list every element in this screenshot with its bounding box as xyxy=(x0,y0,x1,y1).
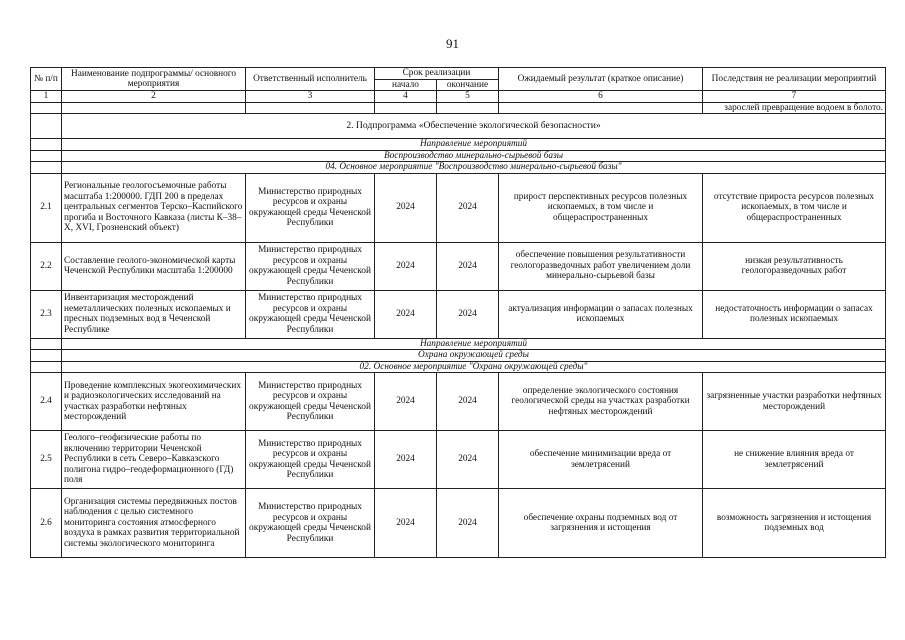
row-name: Организация системы передвижных постов наблюдения с целью системного мониторинга состояния атмосферного воздуха в рамках развития территориальной системы экологического мониторинга xyxy=(62,489,246,558)
direction-label-row xyxy=(31,139,886,151)
table-row xyxy=(31,173,886,242)
row-result: обеспечение повышения результативности геологоразведочных работ увеличением доли минерально-сырьевой базы xyxy=(499,242,703,290)
row-num: 2.4 xyxy=(31,373,62,431)
col-number: 1 xyxy=(31,91,62,103)
row-num: 2.6 xyxy=(31,489,62,558)
table-row xyxy=(31,373,886,431)
row-executor: Министерство природных ресурсов и охраны окружающей среды Чеченской Республики xyxy=(246,290,375,338)
row-result: актуализация информации о запасах полезных ископаемых xyxy=(499,290,703,338)
subprogram-row xyxy=(31,114,886,139)
carryover-text: зарослей превращение водоем в болото. xyxy=(703,102,886,114)
header-term: Срок реализации xyxy=(375,68,499,80)
row-executor: Министерство природных ресурсов и охраны окружающей среды Чеченской Республики xyxy=(246,242,375,290)
row-end: 2024 xyxy=(437,431,499,489)
row-consequences: отсутствие прироста ресурсов полезных ископаемых, в том числе и общераспространенных xyxy=(703,173,886,242)
row-result: обеспечение охраны подземных вод от загрязнения и истощения xyxy=(499,489,703,558)
row-name: Региональные геологосъемочные работы масштаба 1:200000. ГДП 200 в пределах центральных сегментов Терско–Каспийского прогиба и Восточного Кавказа (листы К–38–Х, XVI, Грозненский объект) xyxy=(62,173,246,242)
col-number: 4 xyxy=(375,91,437,103)
main-event-row xyxy=(31,361,886,373)
row-name: Проведение комплексных экогеохимических и радиоэкологических исследований на участках разработки нефтяных месторождений xyxy=(62,373,246,431)
table-row xyxy=(31,242,886,290)
row-end: 2024 xyxy=(437,373,499,431)
row-start: 2024 xyxy=(375,173,437,242)
header-start: начало xyxy=(375,79,437,91)
row-num: 2.2 xyxy=(31,242,62,290)
row-start: 2024 xyxy=(375,489,437,558)
header-num: № п/п xyxy=(31,68,62,91)
row-start: 2024 xyxy=(375,242,437,290)
header-end: окончание xyxy=(437,79,499,91)
row-consequences: недостаточность информации о запасах полезных ископаемых xyxy=(703,290,886,338)
row-result: определение экологического состояния геологической среды на участках разработки нефтяных месторождений xyxy=(499,373,703,431)
direction-row xyxy=(31,150,886,162)
main-event-title: 02. Основное мероприятие "Охрана окружающей среды" xyxy=(62,361,886,373)
table-row xyxy=(31,290,886,338)
events-table xyxy=(30,67,886,558)
row-num: 2.5 xyxy=(31,431,62,489)
header-executor: Ответственный исполнитель xyxy=(246,68,375,91)
row-start: 2024 xyxy=(375,290,437,338)
table-header-row xyxy=(31,68,886,80)
table-row xyxy=(31,431,886,489)
header-name: Наименование подпрограммы/ основного мероприятия xyxy=(62,68,246,91)
direction-row xyxy=(31,350,886,362)
row-num: 2.1 xyxy=(31,173,62,242)
row-result: прирост перспективных ресурсов полезных ископаемых, в том числе и общераспространенных xyxy=(499,173,703,242)
row-consequences: загрязненные участки разработки нефтяных месторождений xyxy=(703,373,886,431)
row-consequences: возможность загрязнения и истощения подземных вод xyxy=(703,489,886,558)
row-end: 2024 xyxy=(437,290,499,338)
carryover-row xyxy=(31,102,886,114)
row-start: 2024 xyxy=(375,431,437,489)
row-executor: Министерство природных ресурсов и охраны окружающей среды Чеченской Республики xyxy=(246,489,375,558)
main-event-title: 04. Основное мероприятие "Воспроизводство минерально-сырьевой базы" xyxy=(62,162,886,174)
row-name: Составление геолого-экономической карты Чеченской Республики масштаба 1:200000 xyxy=(62,242,246,290)
row-end: 2024 xyxy=(437,242,499,290)
row-consequences: низкая результативность геологоразведочных работ xyxy=(703,242,886,290)
row-end: 2024 xyxy=(437,489,499,558)
header-result: Ожидаемый результат (краткое описание) xyxy=(499,68,703,91)
row-consequences: не снижение влияния вреда от землетрясений xyxy=(703,431,886,489)
row-executor: Министерство природных ресурсов и охраны окружающей среды Чеченской Республики xyxy=(246,373,375,431)
direction-label: Направление мероприятий xyxy=(62,338,886,350)
row-end: 2024 xyxy=(437,173,499,242)
col-number: 3 xyxy=(246,91,375,103)
col-number: 7 xyxy=(703,91,886,103)
row-name: Инвентаризация месторождений неметаллических полезных ископаемых и пресных подземных вод в Чеченской Республике xyxy=(62,290,246,338)
column-number-row xyxy=(31,91,886,103)
main-event-row xyxy=(31,162,886,174)
direction-label-row xyxy=(31,338,886,350)
direction-title: Охрана окружающей среды xyxy=(62,350,886,362)
subprogram-title: 2. Подпрограмма «Обеспечение экологической безопасности» xyxy=(62,114,886,139)
row-executor: Министерство природных ресурсов и охраны окружающей среды Чеченской Республики xyxy=(246,173,375,242)
direction-title: Воспроизводство минерально-сырьевой базы xyxy=(62,150,886,162)
row-name: Геолого–геофизические работы по включению территории Чеченской Республики в сеть Северо–Кавказского полигона гидро–геодеформационного (ГД) поля xyxy=(62,431,246,489)
page-number: 91 xyxy=(446,36,459,51)
row-executor: Министерство природных ресурсов и охраны окружающей среды Чеченской Республики xyxy=(246,431,375,489)
row-result: обеспечение минимизации вреда от землетрясений xyxy=(499,431,703,489)
row-start: 2024 xyxy=(375,373,437,431)
header-consequences: Последствия не реализации мероприятий xyxy=(703,68,886,91)
col-number: 6 xyxy=(499,91,703,103)
row-num: 2.3 xyxy=(31,290,62,338)
direction-label: Направление мероприятий xyxy=(62,139,886,151)
col-number: 5 xyxy=(437,91,499,103)
table-row xyxy=(31,489,886,558)
col-number: 2 xyxy=(62,91,246,103)
